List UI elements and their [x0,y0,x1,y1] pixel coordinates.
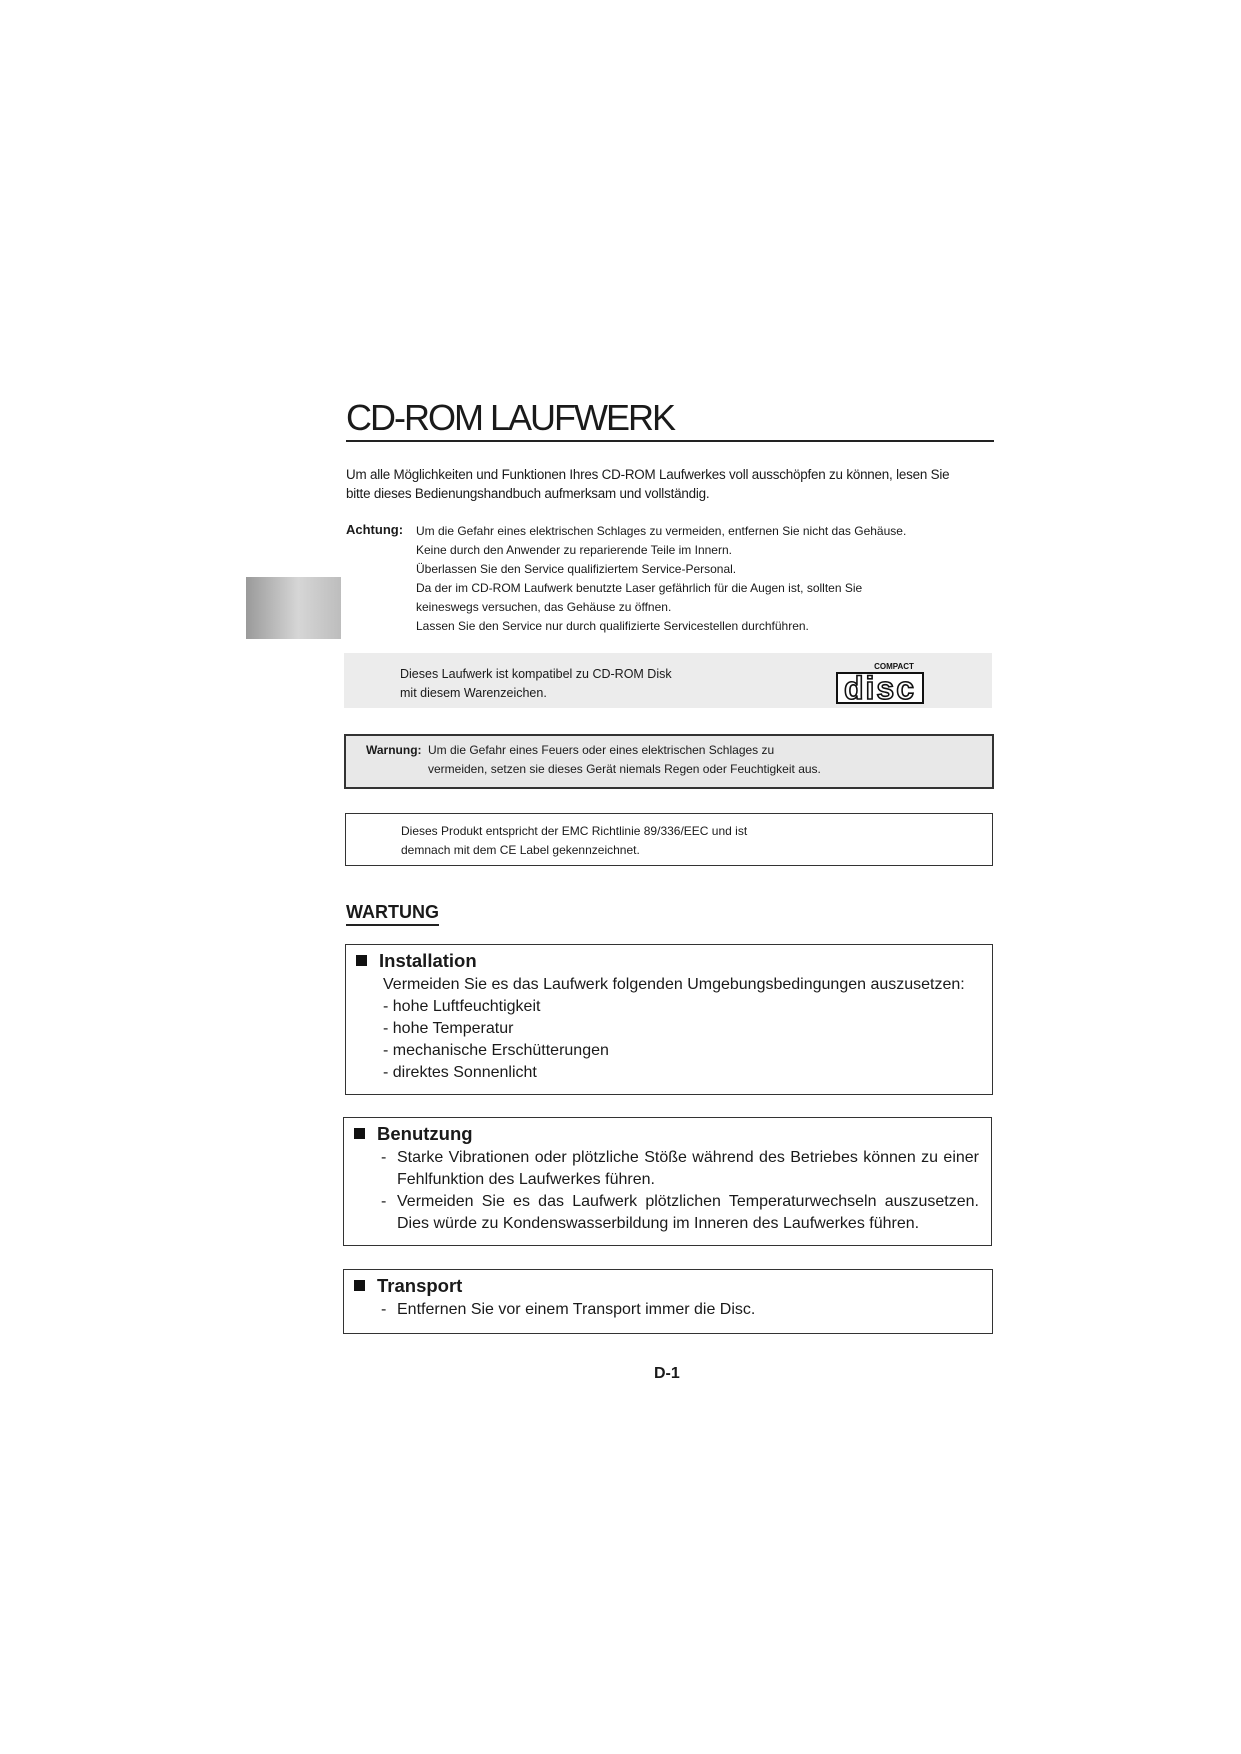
achtung-line: Da der im CD-ROM Laufwerk benutzte Laser gefährlich für die Augen ist, sollten Sie [416,581,863,595]
compat-line: mit diesem Warenzeichen. [400,686,547,700]
benutzung-heading [354,1123,473,1145]
emc-line: Dieses Produkt entspricht der EMC Richtlinie 89/336/EEC und ist [401,824,748,838]
warning-label: Warnung: [366,743,422,757]
benutzung-item [381,1147,979,1191]
achtung-label: Achtung: [346,522,404,537]
achtung-line: Überlassen Sie den Service qualifiziertem Service-Personal. [416,562,737,576]
installation-item: - mechanische Erschütterungen [383,1042,609,1059]
transport-item [381,1299,979,1321]
emc-notice-box [345,813,993,866]
achtung-text [416,522,976,636]
warning-line: Um die Gefahr eines Feuers oder eines elektrischen Schlages zu [428,743,775,757]
benutzung-heading-text: Benutzung [377,1123,473,1144]
square-bullet-icon [356,955,367,966]
installation-item: - direktes Sonnenlicht [383,1064,537,1081]
installation-heading [356,950,477,972]
benutzung-box [343,1117,992,1246]
installation-item: - hohe Luftfeuchtigkeit [383,998,541,1015]
intro-line: Um alle Möglichkeiten und Funktionen Ihres CD-ROM Laufwerkes voll ausschöpfen zu können, lesen Sie [346,467,950,482]
transport-heading [354,1275,462,1297]
achtung-line: keineswegs versuchen, das Gehäuse zu öffnen. [416,600,672,614]
installation-lead: Vermeiden Sie es das Laufwerk folgenden Umgebungsbedingungen auszusetzen: [383,976,965,993]
section-heading-wartung: WARTUNG [346,901,439,926]
transport-body [381,1299,979,1321]
intro-paragraph [346,465,996,503]
transport-box [343,1269,993,1334]
square-bullet-icon [354,1128,365,1139]
achtung-line: Lassen Sie den Service nur durch qualifizierte Servicestellen durchführen. [416,619,809,633]
installation-item: - hohe Temperatur [383,1020,514,1037]
transport-item-text: Entfernen Sie vor einem Transport immer die Disc. [397,1301,756,1318]
warning-line: vermeiden, setzen sie dieses Gerät niemals Regen oder Feuchtigkeit aus. [428,762,821,776]
benutzung-item [381,1191,979,1235]
gray-side-tab [246,577,341,639]
transport-heading-text: Transport [377,1275,463,1296]
dash-bullet: - [381,1301,387,1318]
compat-notice [344,653,992,708]
benutzung-item-text: Starke Vibrationen oder plötzliche Stöße während des Betriebes können zu einer Fehlfunktion des Laufwerkes führen. [397,1149,979,1188]
emc-line: demnach mit dem CE Label gekennzeichnet. [401,843,640,857]
compat-text [400,665,672,703]
warning-box [344,734,994,789]
benutzung-item-text: Vermeiden Sie es das Laufwerk plötzlichen Temperaturwechseln auszusetzen. Dies würde zu Kondenswasserbildung im Inneren des Laufwerkes führen. [397,1193,979,1232]
installation-body [383,974,983,1084]
installation-box [345,944,993,1095]
emc-text [401,822,747,860]
square-bullet-icon [354,1280,365,1291]
achtung-line: Keine durch den Anwender zu reparierende Teile im Innern. [416,543,732,557]
achtung-line: Um die Gefahr eines elektrischen Schlages zu vermeiden, entfernen Sie nicht das Gehäuse. [416,524,907,538]
logo-top-text: COMPACT [874,662,914,671]
logo-main-text: disc [843,670,917,705]
compat-line: Dieses Laufwerk ist kompatibel zu CD-ROM Disk [400,667,672,681]
page-number: D-1 [654,1365,680,1382]
compact-disc-logo [836,659,926,705]
installation-heading-text: Installation [379,950,477,971]
page-title: CD-ROM LAUFWERK [346,398,994,442]
benutzung-body [381,1147,979,1235]
dash-bullet: - [381,1149,387,1166]
intro-line: bitte dieses Bedienungshandbuch aufmerksam und vollständig. [346,486,710,501]
dash-bullet: - [381,1193,387,1210]
